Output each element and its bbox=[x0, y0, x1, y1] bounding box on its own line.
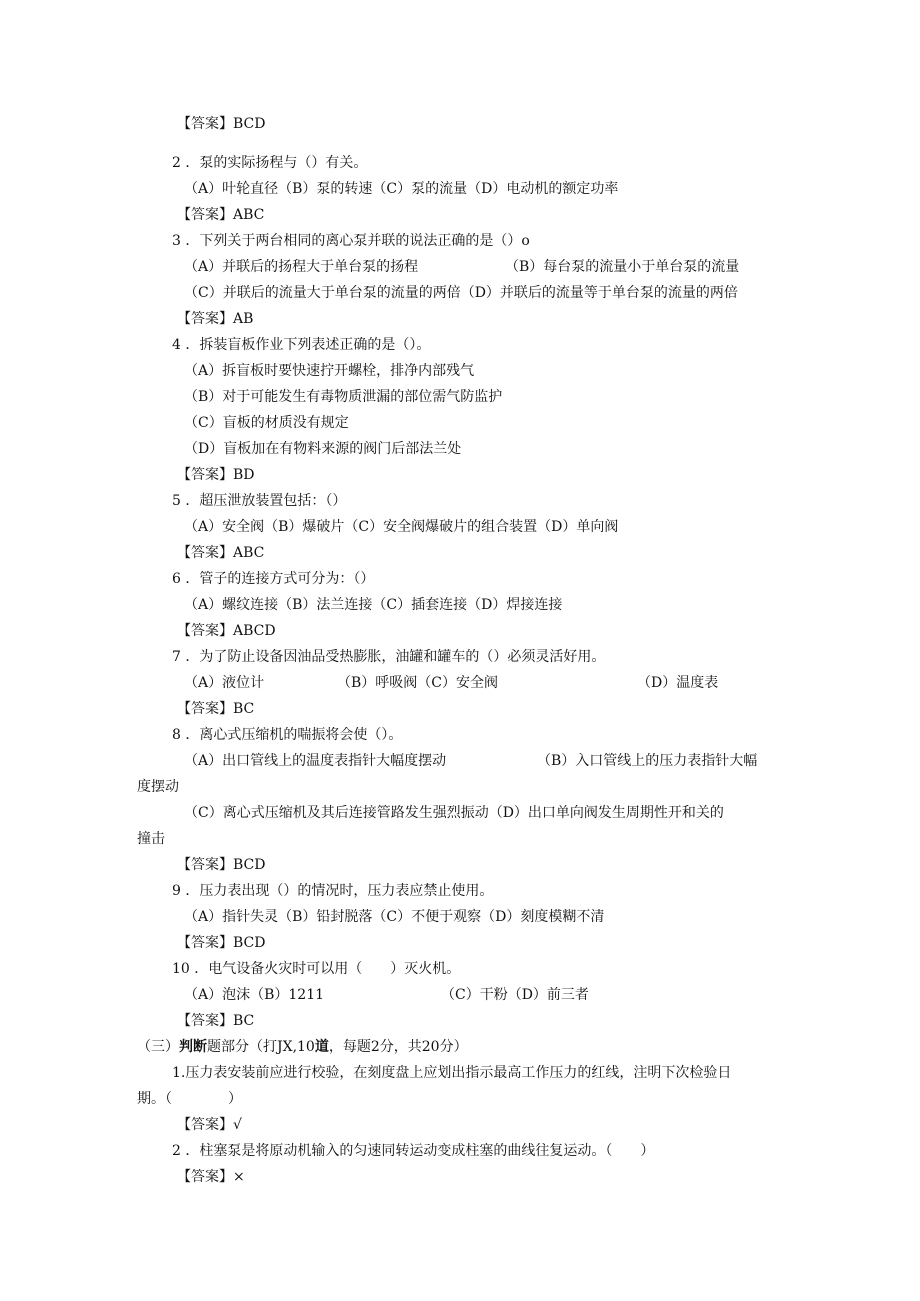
question-8-option-b: （B）入口管线上的压力表指针大幅 bbox=[537, 753, 758, 769]
question-4-option-c: （C）盲板的材质没有规定 bbox=[184, 415, 349, 431]
answer-line: 【答案】ABCD bbox=[177, 623, 276, 639]
question-4-option-b: （B）对于可能发生有毒物质泄漏的部位需气防监护 bbox=[184, 389, 503, 405]
question-10-options-ab: （A）泡沫（B）1211 bbox=[184, 987, 325, 1003]
question-4-option-d: （D）盲板加在有物料来源的阀门后部法兰处 bbox=[184, 441, 462, 457]
question-5-options: （A）安全阀（B）爆破片（C）安全阀爆破片的组合装置（D）单向阀 bbox=[184, 519, 619, 535]
question-7: 7 ．为了防止设备因油品受热膨胀，油罐和罐车的（）必须灵活好用。 bbox=[172, 649, 606, 665]
answer-line: 【答案】BCD bbox=[177, 857, 266, 873]
judge-question-1-continued: 期。（ ） bbox=[137, 1091, 242, 1107]
answer-line: 【答案】BCD bbox=[177, 116, 266, 132]
answer-line: 【答案】BCD bbox=[177, 935, 266, 951]
answer-line: 【答案】BD bbox=[177, 467, 255, 483]
question-8-options-cd: （C）离心式压缩机及其后连接管路发生强烈振动（D）出口单向阀发生周期性开和关的 bbox=[184, 805, 724, 821]
question-2: 2 ．泵的实际扬程与（）有关。 bbox=[172, 155, 368, 171]
question-10-options-cd: （C）干粉（D）前三者 bbox=[441, 987, 589, 1003]
question-8-option-b-continued: 度摆动 bbox=[137, 779, 179, 795]
answer-line: 【答案】AB bbox=[177, 311, 254, 327]
section-heading-bold-judge: 判断 bbox=[179, 1039, 207, 1055]
answer-line: 【答案】BC bbox=[177, 1013, 255, 1029]
question-7-options-bc: （B）呼吸阀（C）安全阀 bbox=[337, 675, 498, 691]
question-3: 3 ．下列关于两台相同的离心泵并联的说法正确的是（）o bbox=[172, 233, 530, 249]
question-8-option-a: （A）出口管线上的温度表指针大幅度摆动 bbox=[184, 753, 447, 769]
answer-line: 【答案】ABC bbox=[177, 207, 265, 223]
question-9-options: （A）指针失灵（B）铅封脱落（C）不便于观察（D）刻度模糊不清 bbox=[184, 909, 605, 925]
question-10: 10 ．电气设备火灾时可以用（ ）灭火机。 bbox=[172, 961, 461, 977]
judge-question-2: 2 ．柱塞泵是将原动机输入的匀速同转运动变成柱塞的曲线往复运动。（ ） bbox=[172, 1143, 655, 1159]
question-8: 8 ．离心式压缩机的喘振将会使（）。 bbox=[172, 727, 403, 743]
question-7-option-d: （D）温度表 bbox=[637, 675, 719, 691]
question-4-option-a: （A）拆盲板时要快速拧开螺栓，排净内部残气 bbox=[184, 363, 475, 379]
section-heading-bold-dao: 道 bbox=[314, 1039, 329, 1055]
question-7-option-a: （A）液位计 bbox=[184, 675, 265, 691]
answer-line: 【答案】√ bbox=[177, 1117, 242, 1133]
answer-line: 【答案】× bbox=[177, 1169, 245, 1185]
section-heading-prefix: （三） bbox=[137, 1039, 179, 1055]
answer-line: 【答案】ABC bbox=[177, 545, 265, 561]
section-heading bbox=[137, 1037, 468, 1057]
question-6-options: （A）螺纹连接（B）法兰连接（C）插套连接（D）焊接连接 bbox=[184, 597, 563, 613]
question-6: 6 ．管子的连接方式可分为：（） bbox=[172, 571, 375, 587]
section-heading-suffix: ，每题2分，共20分） bbox=[328, 1039, 468, 1055]
question-2-options: （A）叶轮直径（B）泵的转速（C）泵的流量（D）电动机的额定功率 bbox=[184, 181, 619, 197]
section-heading-middle: 题部分（打JX,10 bbox=[207, 1039, 315, 1055]
judge-question-1: 1.压力表安装前应进行校验，在刻度盘上应划出指示最高工作压力的红线，注明下次检验日 bbox=[172, 1065, 732, 1081]
question-5: 5 ．超压泄放装置包括：（） bbox=[172, 493, 347, 509]
question-3-option-a: （A）并联后的扬程大于单台泵的扬程 bbox=[184, 259, 419, 275]
question-9: 9 ．压力表出现（）的情况时，压力表应禁止使用。 bbox=[172, 883, 494, 899]
question-3-options-cd: （C）并联后的流量大于单台泵的流量的两倍（D）并联后的流量等于单台泵的流量的两倍 bbox=[184, 285, 738, 301]
question-4: 4 ．拆装盲板作业下列表述正确的是（）。 bbox=[172, 337, 431, 353]
answer-line: 【答案】BC bbox=[177, 701, 255, 717]
question-8-options-cd-continued: 撞击 bbox=[137, 831, 165, 847]
question-3-option-b: （B）每台泵的流量小于单台泵的流量 bbox=[505, 259, 740, 275]
